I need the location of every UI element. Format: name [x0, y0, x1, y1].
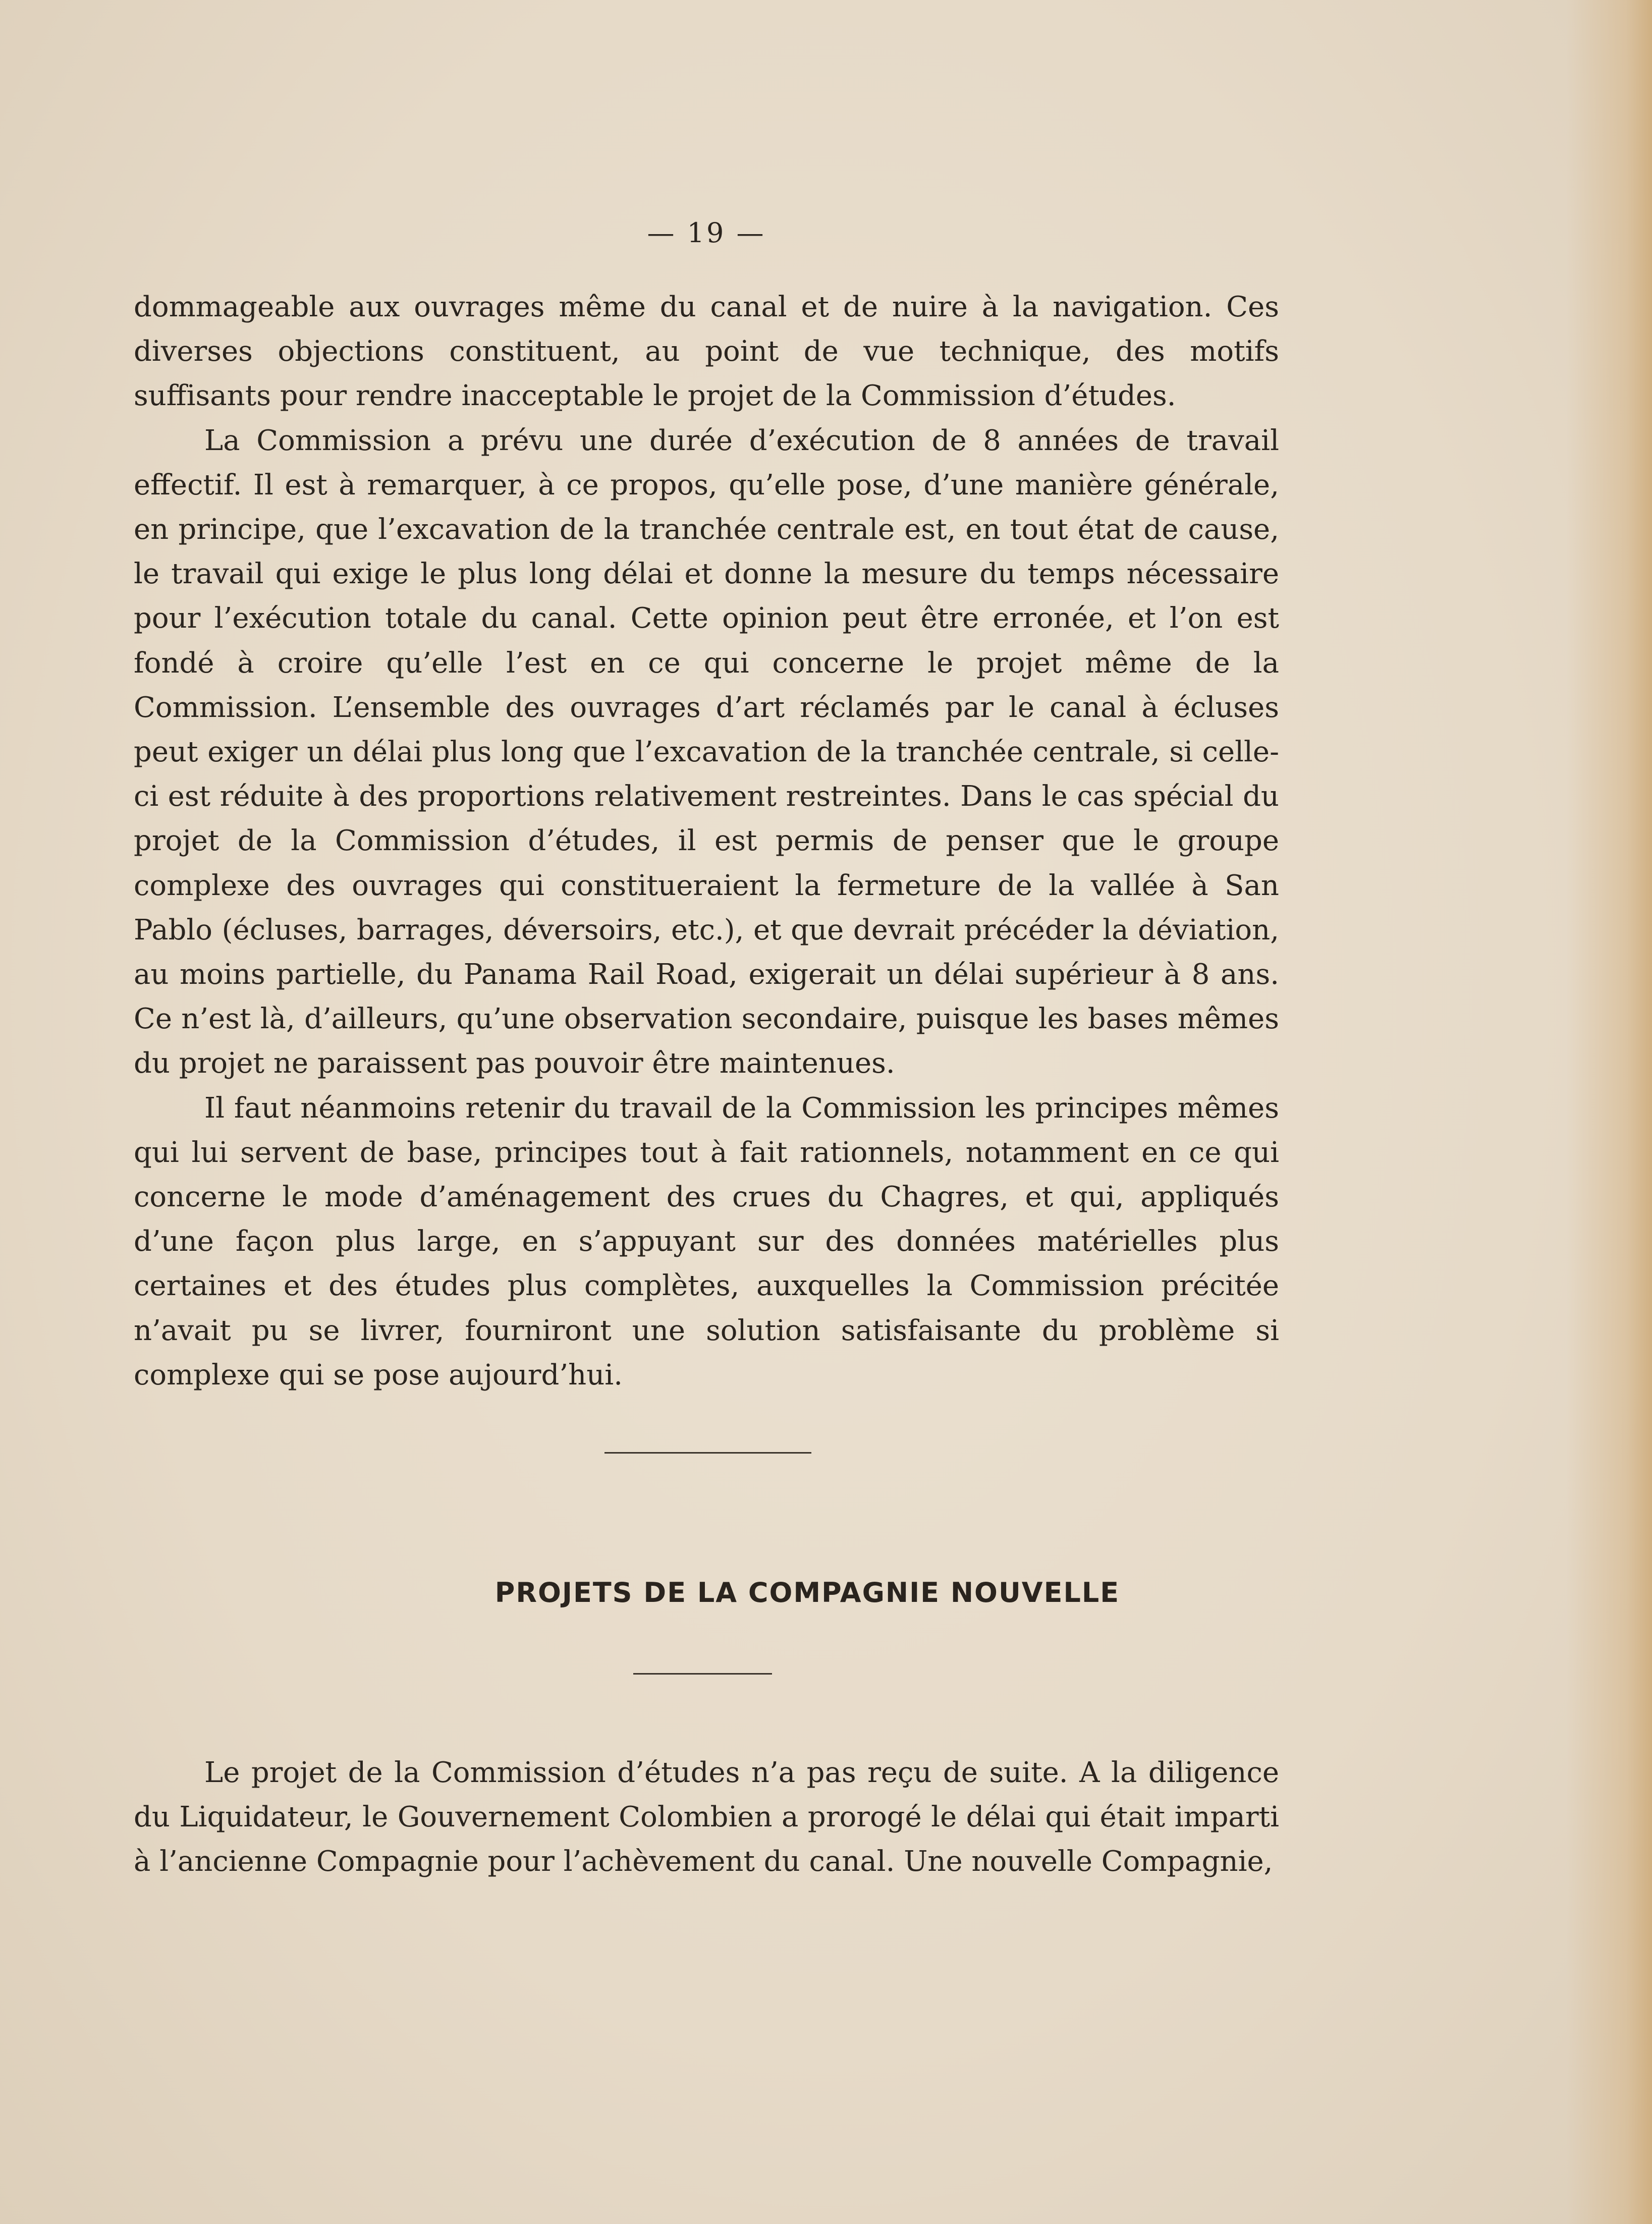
page-edge-shading [1566, 0, 1652, 2224]
page-number: — 19 — [647, 217, 766, 249]
heading-underline-rule [633, 1673, 772, 1675]
paragraph-principes: Il faut néanmoins retenir du travail de la Commission les principes mêmes qui lui servent de base, principes tout à fait rationnels, notamment en ce qui concerne le mode d’aménagement des crues du Chagres, et qui, appliqués d’une façon plus large, en s’appuyant sur des données matérielles plus certaines et des études plus complètes, auxquelles la Commission précitée n’avait pu se livrer, fourniront une solution satisfaisante du problème si complexe qui se pose aujourd’hui. [134, 1091, 1279, 1392]
section-heading: PROJETS DE LA COMPAGNIE NOUVELLE [494, 1577, 1120, 1608]
section-divider-rule [604, 1452, 811, 1454]
body-text-bottom [134, 1751, 1279, 1884]
paragraph-duree-execution: La Commission a prévu une durée d’exécution de 8 années de travail effectif. Il est à remarquer, à ce propos, qu’elle pose, d’une manière générale, en principe, que l’excavation de la tranchée centrale est, en tout état de cause, le travail qui exige le plus long délai et donne la mesure du temps nécessaire pour l’exécution totale du canal. Cette opinion peut être erronée, et l’on est fondé à croire qu’elle l’est en ce qui concerne le projet même de la Commission. L’ensemble des ouvrages d’art réclamés par le canal à écluses peut exiger un délai plus long que l’excavation de la tranchée centrale, si celle-ci est réduite à des proportions relativement restreintes. Dans le cas spécial du projet de la Commission d’études, il est permis de penser que le groupe complexe des ouvrages qui constitueraient la fermeture de la vallée à San Pablo (écluses, barrages, déversoirs, etc.), et que devrait précéder la déviation, au moins partielle, du Panama Rail Road, exigerait un délai supérieur à 8 ans. Ce n’est là, d’ailleurs, qu’une observation secondaire, puisque les bases mêmes du projet ne paraissent pas pouvoir être maintenues. [134, 424, 1279, 1080]
paragraph-continuation: dommageable aux ouvrages même du canal et de nuire à la navigation. Ces diverses objections constituent, au point de vue technique, des motifs suffisants pour rendre inacceptable le projet de la Commission d’études. [134, 291, 1279, 413]
paragraph-compagnie-nouvelle: Le projet de la Commission d’études n’a pas reçu de suite. A la diligence du Liquidateur, le Gouvernement Colombien a prorogé le délai qui était imparti à l’ancienne Compagnie pour l’achèvement du canal. Une nouvelle Compagnie, [134, 1756, 1279, 1878]
body-text-top [134, 285, 1279, 1398]
